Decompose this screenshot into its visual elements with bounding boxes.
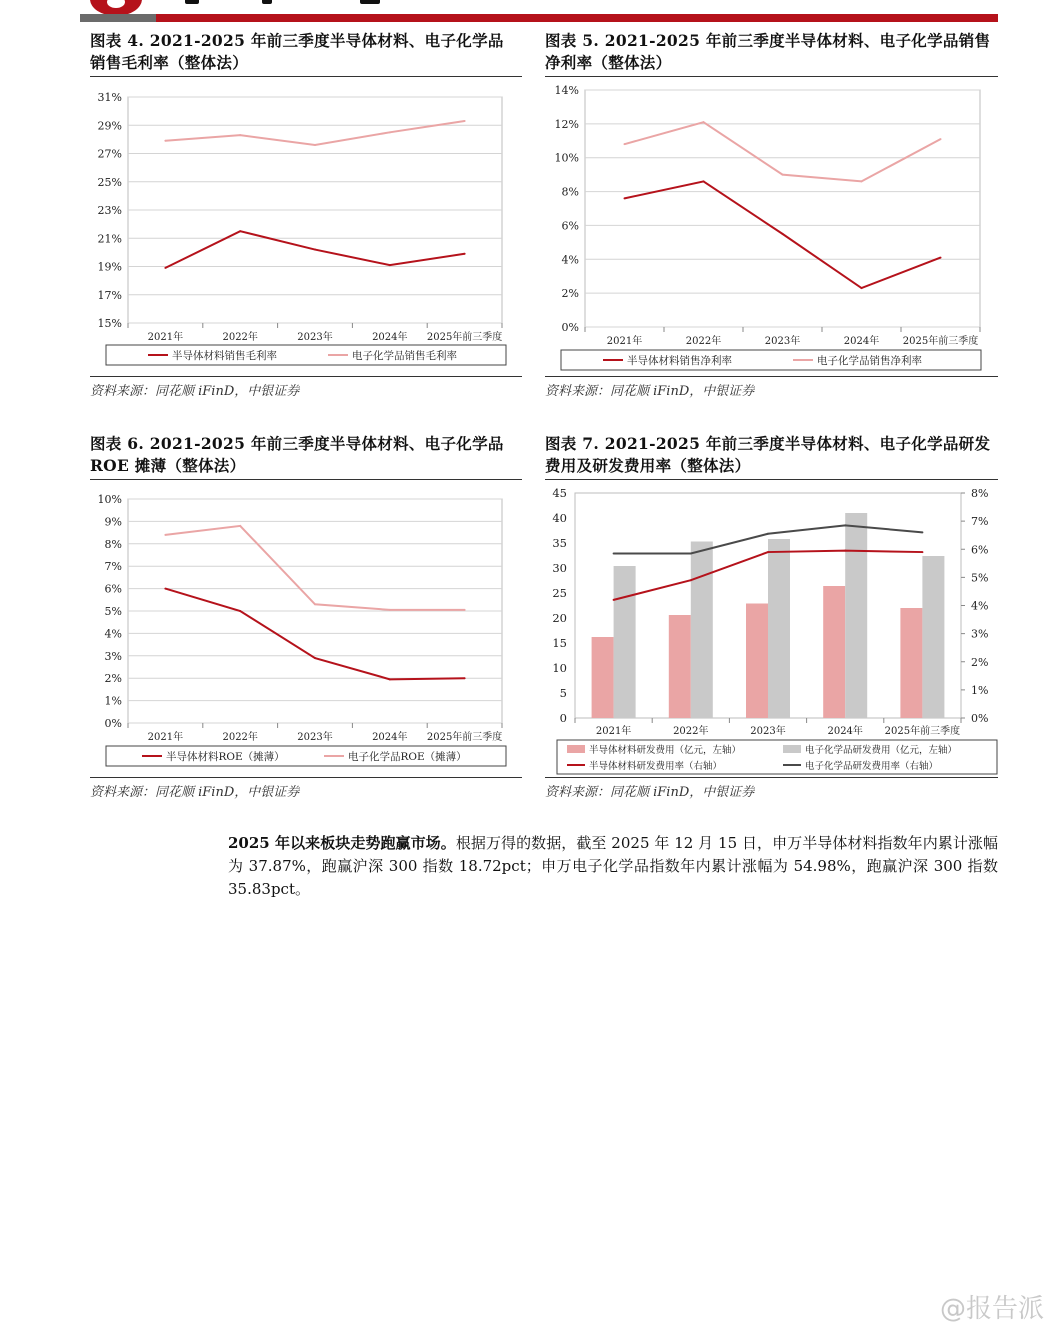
legend-swatch — [783, 745, 801, 753]
y-tick-label: 23% — [97, 204, 122, 217]
y-left-tick-label: 35 — [552, 536, 567, 550]
figure-6-bottom-rule — [90, 777, 522, 778]
x-tick-label: 2021年 — [595, 726, 632, 737]
series-point — [164, 534, 166, 536]
series-point — [389, 264, 391, 266]
figure-4 — [90, 30, 522, 74]
logo-mark — [262, 0, 272, 4]
figure-5-bottom-rule — [545, 376, 998, 377]
rate-point — [921, 551, 923, 553]
bar-series-1 — [922, 556, 944, 718]
bar-series-1 — [845, 513, 867, 718]
y-tick-label: 7% — [104, 560, 122, 574]
legend-label: 电子化学品销售净利率 — [817, 355, 922, 367]
y-tick-label: 10% — [97, 493, 122, 506]
figure-5-caption — [545, 30, 1000, 74]
y-left-tick-label: 5 — [559, 686, 567, 700]
y-tick-label: 5% — [104, 605, 122, 618]
figure-6-chart — [88, 483, 524, 777]
x-tick-label: 2023年 — [750, 726, 786, 737]
series-point — [861, 180, 863, 182]
rate-point — [844, 550, 846, 552]
figure-4-top-rule — [90, 76, 522, 77]
y-tick-label: 27% — [97, 147, 122, 161]
watermark: @报告派 — [940, 1294, 1045, 1324]
series-point — [782, 174, 784, 176]
rate-point — [613, 552, 615, 554]
legend-label: 电子化学品研发费用（亿元，左轴） — [805, 745, 958, 756]
y-right-tick-label: 0% — [971, 712, 989, 725]
legend-label: 半导体材料销售毛利率 — [172, 350, 277, 362]
y-left-tick-label: 40 — [552, 511, 567, 525]
legend-label: 电子化学品研发费用率（右轴） — [805, 761, 939, 772]
x-tick-label: 2024年 — [843, 336, 880, 347]
y-tick-label: 3% — [104, 649, 122, 663]
y-right-tick-label: 6% — [971, 543, 989, 557]
y-tick-label: 29% — [97, 119, 122, 133]
legend-label: 电子化学品ROE（摊薄） — [348, 751, 467, 763]
y-left-tick-label: 20 — [552, 611, 567, 625]
figure-5 — [545, 30, 1000, 74]
x-tick-label: 2023年 — [297, 332, 333, 343]
x-tick-label: 2025年前三季度 — [902, 336, 979, 347]
y-tick-label: 0% — [561, 321, 579, 334]
y-tick-label: 2% — [561, 287, 579, 301]
series-point — [782, 233, 784, 235]
rate-point — [690, 552, 692, 554]
y-right-tick-label: 7% — [971, 515, 989, 529]
figure-4-caption-line2: 销售毛利率（整体法） — [90, 53, 249, 72]
bar-series-1 — [614, 566, 636, 718]
rate-point — [844, 524, 846, 526]
series-line-1 — [165, 526, 464, 610]
figure-5-top-rule — [545, 76, 998, 77]
series-point — [940, 257, 942, 259]
x-tick-label: 2025年前三季度 — [426, 332, 503, 343]
series-point — [164, 140, 166, 142]
figure-7-top-rule — [545, 479, 998, 480]
series-point — [703, 180, 705, 182]
y-tick-label: 8% — [561, 185, 579, 199]
x-tick-label: 2025年前三季度 — [884, 726, 961, 737]
x-tick-label: 2021年 — [606, 336, 643, 347]
series-point — [239, 134, 241, 136]
bar-series-0 — [592, 637, 614, 718]
y-tick-label: 17% — [97, 288, 122, 302]
figure-4-source: 资料来源：同花顺 iFinD，中银证券 — [90, 384, 300, 399]
rate-point — [767, 551, 769, 553]
figure-7-source: 资料来源：同花顺 iFinD，中银证券 — [545, 785, 755, 800]
figure-4-caption — [90, 30, 522, 74]
series-point — [314, 249, 316, 251]
x-tick-label: 2022年 — [222, 732, 258, 743]
y-tick-label: 9% — [104, 515, 122, 529]
y-right-tick-label: 3% — [971, 627, 989, 641]
figure-7-caption-line2: 费用及研发费用率（整体法） — [545, 456, 751, 475]
y-right-tick-label: 2% — [971, 655, 989, 669]
series-point — [314, 144, 316, 146]
x-tick-label: 2022年 — [222, 332, 258, 343]
series-point — [464, 609, 466, 611]
legend-swatch — [567, 745, 585, 753]
y-left-tick-label: 15 — [552, 636, 567, 650]
header-bar-red — [156, 14, 998, 22]
rate-point — [690, 579, 692, 581]
x-tick-label: 2024年 — [372, 332, 408, 343]
series-point — [861, 287, 863, 289]
y-left-tick-label: 0 — [559, 711, 567, 725]
figure-7-caption — [545, 433, 1000, 477]
legend-label: 半导体材料销售净利率 — [627, 355, 732, 367]
series-point — [389, 609, 391, 611]
x-tick-label: 2024年 — [827, 726, 863, 737]
y-tick-label: 6% — [104, 582, 122, 596]
rate-point — [613, 599, 615, 601]
rate-point — [921, 531, 923, 533]
y-left-tick-label: 45 — [552, 486, 567, 500]
y-tick-label: 6% — [561, 219, 579, 233]
x-tick-label: 2021年 — [147, 332, 184, 343]
y-right-tick-label: 1% — [971, 683, 989, 697]
series-point — [164, 267, 166, 269]
logo-mark — [360, 0, 380, 4]
y-tick-label: 10% — [554, 151, 579, 165]
series-line-1 — [625, 122, 941, 181]
figure-6-caption-line1: 图表 6. 2021-2025 年前三季度半导体材料、电子化学品 — [90, 434, 504, 453]
figure-6 — [90, 433, 522, 477]
series-line-0 — [165, 589, 464, 680]
y-tick-label: 4% — [104, 627, 122, 641]
figure-7-caption-line1: 图表 7. 2021-2025 年前三季度半导体材料、电子化学品研发 — [545, 434, 991, 453]
series-point — [389, 678, 391, 680]
y-tick-label: 25% — [97, 175, 122, 189]
series-point — [464, 677, 466, 679]
series-point — [464, 253, 466, 255]
x-tick-label: 2021年 — [147, 732, 184, 743]
figure-7-chart — [545, 483, 998, 777]
y-tick-label: 1% — [104, 694, 122, 708]
figure-4-caption-line1: 图表 4. 2021-2025 年前三季度半导体材料、电子化学品 — [90, 31, 504, 50]
logo-mark — [185, 0, 199, 4]
y-tick-label: 0% — [104, 717, 122, 730]
x-tick-label: 2023年 — [764, 336, 801, 347]
y-tick-label: 8% — [104, 537, 122, 551]
y-right-tick-label: 5% — [971, 571, 989, 585]
bar-series-0 — [669, 615, 691, 718]
series-point — [703, 121, 705, 123]
series-point — [314, 603, 316, 605]
x-tick-label: 2022年 — [673, 726, 709, 737]
y-tick-label: 31% — [97, 91, 122, 104]
figure-6-caption — [90, 433, 522, 477]
figure-6-source: 资料来源：同花顺 iFinD，中银证券 — [90, 785, 300, 800]
figure-4-bottom-rule — [90, 376, 522, 377]
figure-5-source: 资料来源：同花顺 iFinD，中银证券 — [545, 384, 755, 399]
legend-label: 半导体材料研发费用（亿元，左轴） — [589, 745, 742, 756]
x-tick-label: 2025年前三季度 — [426, 732, 503, 743]
series-point — [164, 588, 166, 590]
x-tick-label: 2023年 — [297, 732, 333, 743]
bar-series-0 — [746, 604, 768, 719]
y-tick-label: 19% — [97, 260, 122, 274]
header-bar-gray — [80, 14, 156, 22]
y-tick-label: 14% — [554, 84, 579, 97]
y-tick-label: 4% — [561, 253, 579, 267]
y-tick-label: 21% — [97, 232, 122, 246]
bar-series-1 — [691, 542, 713, 719]
y-tick-label: 15% — [97, 317, 122, 330]
y-tick-label: 2% — [104, 672, 122, 686]
figure-7-bottom-rule — [545, 777, 998, 778]
figure-6-caption-line2: ROE 摊薄（整体法） — [90, 456, 246, 475]
y-left-tick-label: 10 — [552, 661, 567, 675]
series-line-1 — [165, 121, 464, 145]
y-right-tick-label: 8% — [971, 487, 989, 500]
figure-4-chart — [88, 80, 524, 376]
series-point — [239, 230, 241, 232]
plot-frame — [585, 90, 980, 327]
body-paragraph — [228, 832, 998, 901]
figure-5-caption-line2: 净利率（整体法） — [545, 53, 672, 72]
paragraph-lead: 2025 年以来板块走势跑赢市场。 — [228, 834, 456, 852]
series-point — [389, 131, 391, 133]
series-point — [239, 610, 241, 612]
bar-series-0 — [823, 586, 845, 718]
figure-6-top-rule — [90, 479, 522, 480]
series-point — [624, 143, 626, 145]
paragraph-body: 根据万得的数据，截至 2025 年 12 月 15 日，申万半导体材料指数年内累计涨幅为 37.87%，跑赢沪深 300 指数 18.72pct；申万电子化学品指数年内累计涨幅为 54.98%，跑赢沪深 300 指数 35.83pct。 — [228, 834, 998, 898]
rate-point — [767, 533, 769, 535]
series-point — [624, 197, 626, 199]
bar-series-1 — [768, 539, 790, 718]
figure-7 — [545, 433, 1000, 477]
legend-label: 电子化学品销售毛利率 — [352, 350, 457, 362]
bar-series-0 — [900, 608, 922, 718]
figure-5-chart — [545, 80, 998, 376]
x-tick-label: 2022年 — [685, 336, 722, 347]
y-left-tick-label: 25 — [552, 586, 567, 600]
series-point — [314, 657, 316, 659]
series-point — [239, 525, 241, 527]
y-tick-label: 12% — [554, 117, 579, 131]
y-left-tick-label: 30 — [552, 561, 567, 575]
legend-label: 半导体材料ROE（摊薄） — [166, 751, 285, 763]
series-point — [940, 138, 942, 140]
series-point — [464, 120, 466, 122]
y-right-tick-label: 4% — [971, 599, 989, 613]
x-tick-label: 2024年 — [372, 732, 408, 743]
legend-label: 半导体材料研发费用率（右轴） — [589, 761, 723, 772]
figure-5-caption-line1: 图表 5. 2021-2025 年前三季度半导体材料、电子化学品销售 — [545, 31, 991, 50]
